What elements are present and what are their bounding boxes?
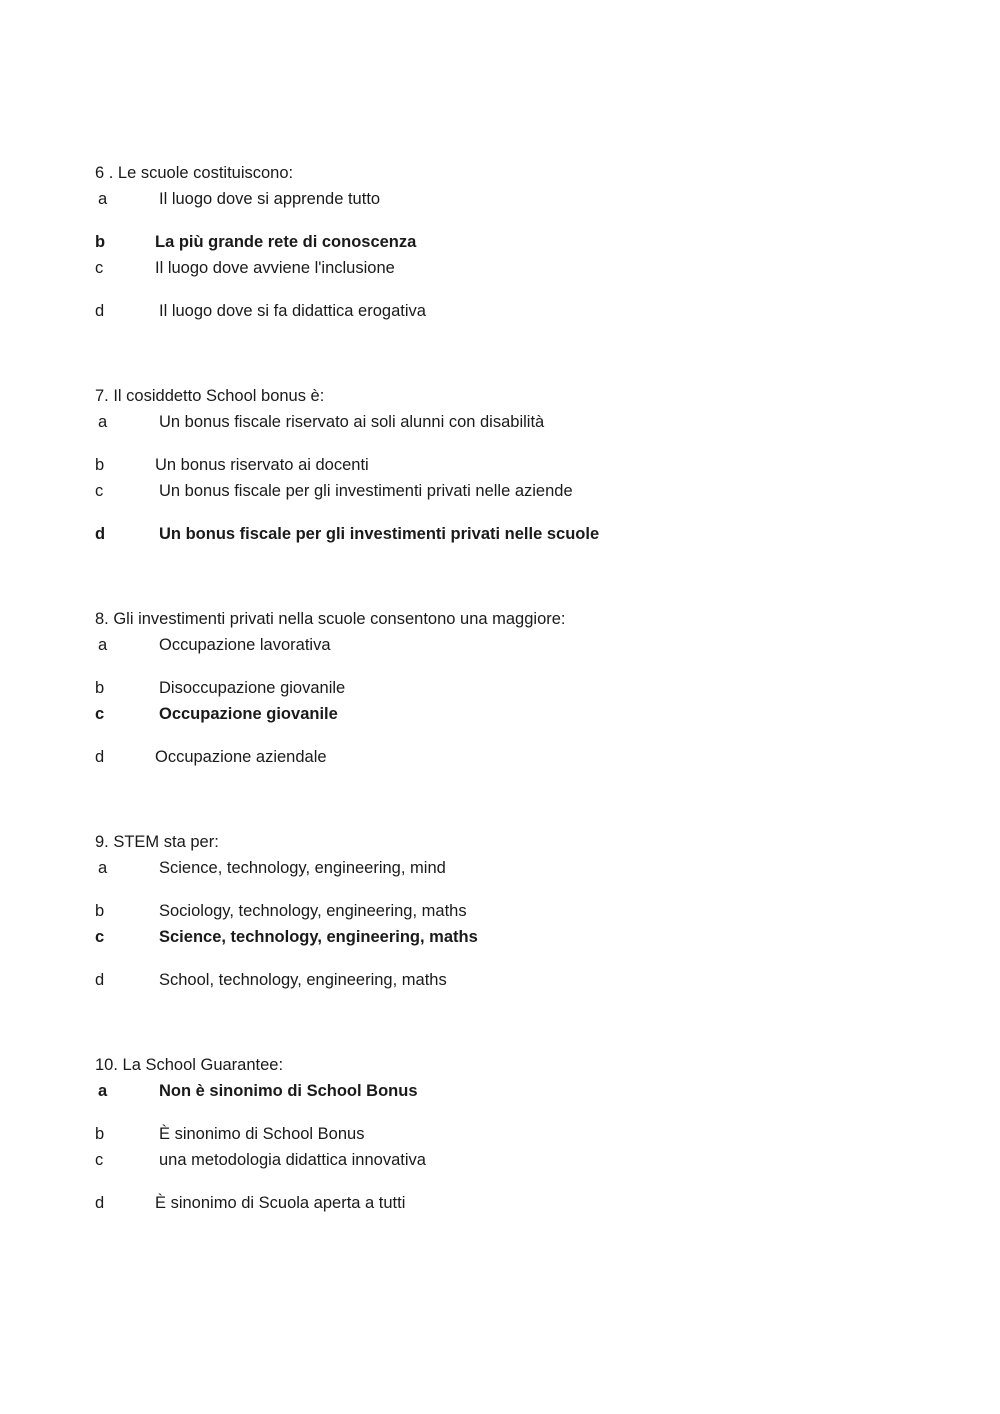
question-10-option-d-text: È sinonimo di Scuola aperta a tutti [155,1194,406,1212]
question-7-option-d-text: Un bonus fiscale per gli investimenti privati nelle scuole [159,525,600,543]
question-9-option-c-text: Science, technology, engineering, maths [159,928,478,946]
question-8-option-c-letter: c [95,705,105,723]
question-8-option-a-text: Occupazione lavorativa [159,636,331,654]
question-9-option-b-letter: b [95,902,105,920]
question-9-stem: 9. STEM sta per: [95,833,219,851]
question-7-option-d-letter: d [95,525,106,543]
question-7-option-a-text: Un bonus fiscale riservato ai soli alunni con disabilità [159,413,545,431]
question-10-option-c-letter: c [95,1151,104,1169]
question-7-option-c-text: Un bonus fiscale per gli investimenti privati nelle aziende [159,482,573,500]
question-9-option-a-text: Science, technology, engineering, mind [159,859,446,877]
question-6-option-a-text: Il luogo dove si apprende tutto [159,190,381,208]
question-9-option-a-letter: a [98,859,108,877]
question-10-option-b-text: È sinonimo di School Bonus [159,1125,365,1143]
question-8-stem: 8. Gli investimenti privati nella scuole consentono una maggiore: [95,610,566,628]
question-6-option-b-letter: b [95,233,106,251]
question-8-option-b-text: Disoccupazione giovanile [159,679,346,697]
question-6-option-d-text: Il luogo dove si fa didattica erogativa [159,302,426,320]
question-6-option-c-text: Il luogo dove avviene l'inclusione [155,259,395,277]
question-7-option-a-letter: a [98,413,108,431]
question-8-option-c-text: Occupazione giovanile [159,705,338,723]
question-6-option-b-text: La più grande rete di conoscenza [155,233,417,251]
question-6-option-a-letter: a [98,190,108,208]
question-6-stem: 6 . Le scuole costituiscono: [95,164,294,182]
question-8-option-a-letter: a [98,636,108,654]
question-8-option-d-letter: d [95,748,105,766]
question-10-option-d-letter: d [95,1194,105,1212]
question-7-stem: 7. Il cosiddetto School bonus è: [95,387,325,405]
question-10-option-c-text: una metodologia didattica innovativa [159,1151,426,1169]
question-10-option-a-text: Non è sinonimo di School Bonus [159,1082,418,1100]
question-8-option-b-letter: b [95,679,105,697]
question-9-option-c-letter: c [95,928,105,946]
question-7-option-b-letter: b [95,456,105,474]
question-10-option-b-letter: b [95,1125,105,1143]
question-9-option-d-letter: d [95,971,105,989]
question-10-stem: 10. La School Guarantee: [95,1056,284,1074]
question-7-option-c-letter: c [95,482,104,500]
question-10-option-a-letter: a [98,1082,108,1100]
question-8-option-d-text: Occupazione aziendale [155,748,327,766]
question-9-option-b-text: Sociology, technology, engineering, maths [159,902,467,920]
question-6-option-d-letter: d [95,302,105,320]
question-6-option-c-letter: c [95,259,104,277]
question-7-option-b-text: Un bonus riservato ai docenti [155,456,369,474]
question-9-option-d-text: School, technology, engineering, maths [159,971,447,989]
